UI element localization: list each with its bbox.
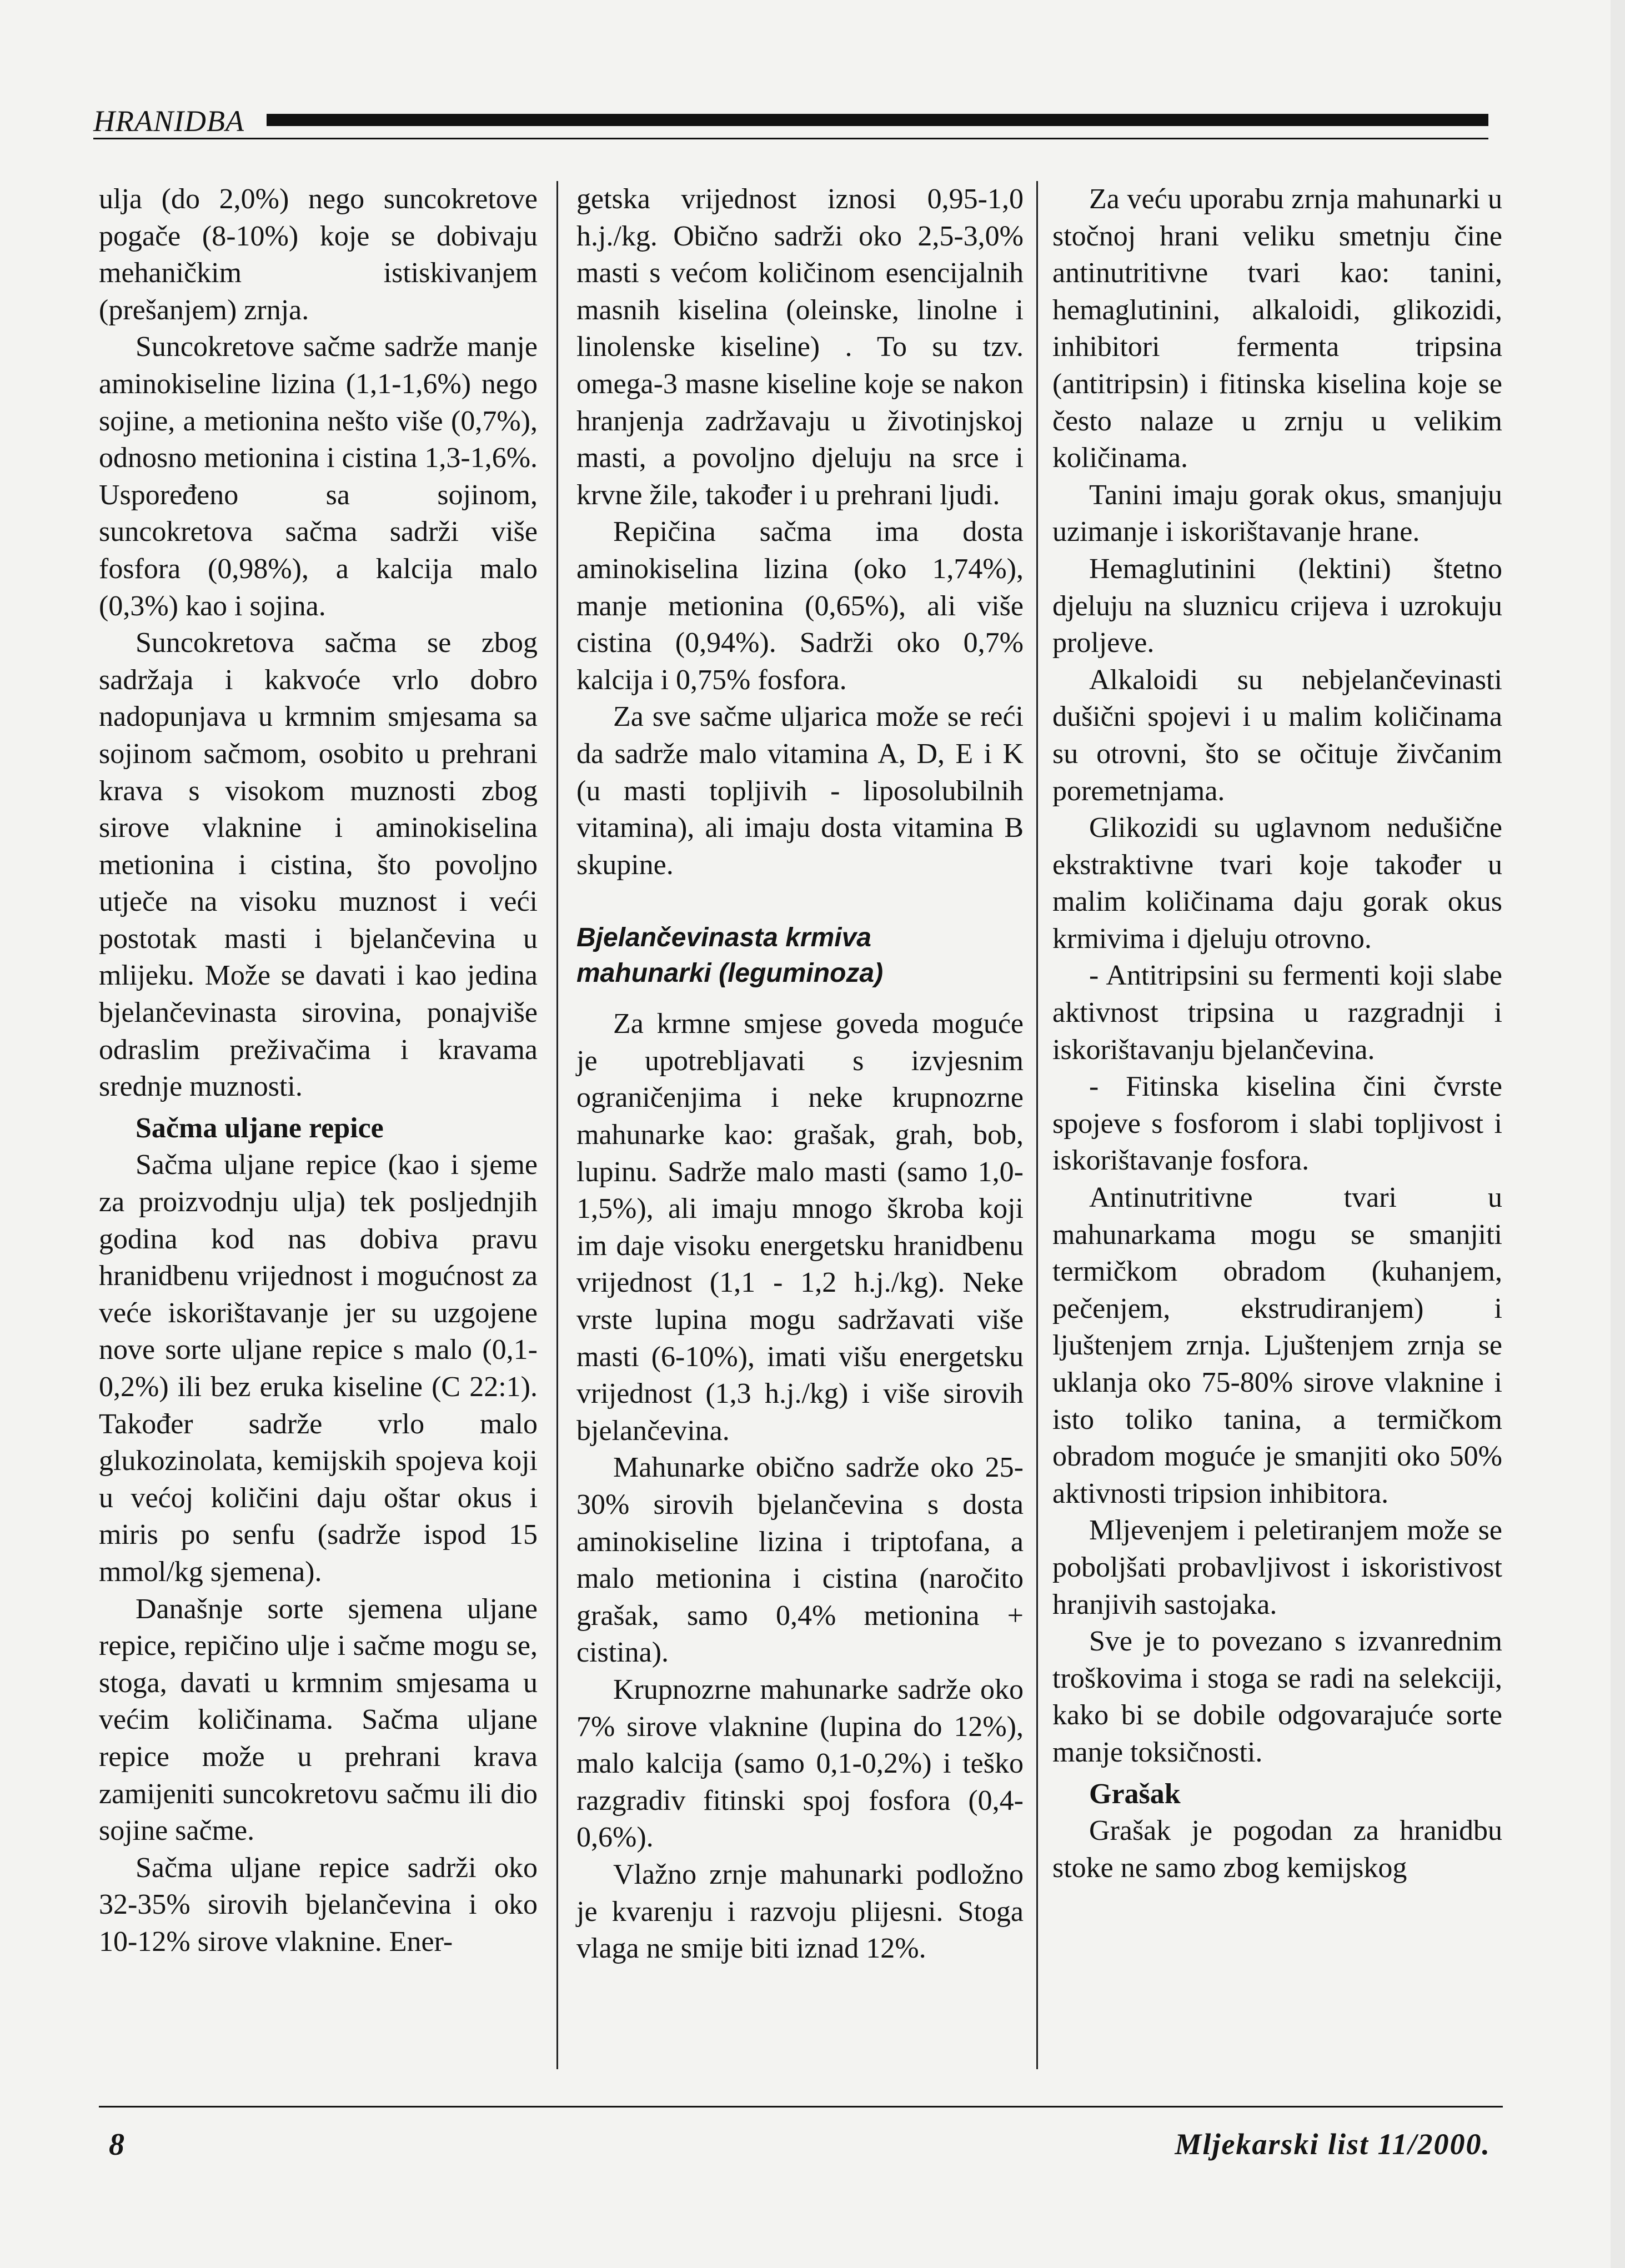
paragraph: Krupnozrne mahunarke sadrže oko 7% sirove vlaknine (lupina do 12%), malo kalcija (samo 0,1-0,2%) i teško razgradiv fitinski spoj fosfora (0,4-0,6%). xyxy=(576,1673,1024,1854)
footer-rule xyxy=(99,2106,1503,2108)
paragraph: Današnje sorte sjemena uljane repice, repičino ulje i sačme mogu se, stoga, davati u krmnim smjesama u većim količinama. Sačma uljane repice može u prehrani krava zamijeniti suncokretovu sačmu ili dio sojine sačme. xyxy=(99,1593,538,1847)
paragraph: Hemaglutinini (lektini) štetno djeluju na sluznicu crijeva i uzrokuju proljeve. xyxy=(1052,553,1502,659)
column-1 xyxy=(99,181,538,1961)
paragraph: getska vrijednost iznosi 0,95-1,0 h.j./kg. Obično sadrži oko 2,5-3,0% masti s većom količinom esencijalnih masnih kiselina (oleinske, linolne i linolenske kiseline) . To su tzv. omega-3 masne kiseline koje se nakon hranjenja zadržavaju u životinjskoj masti, a povoljno djeluju na srce i krvne žile, također i u prehrani ljudi. xyxy=(576,183,1024,511)
paragraph: Suncokretove sačme sadrže manje aminokiseline lizina (1,1-1,6%) nego sojine, a metionina nešto više (0,7%), odnosno metionina i cistina 1,3-1,6%. Uspoređeno sa sojinom, suncokretova sačma sadrži više fosfora (0,98%), a kalcija malo (0,3%) kao i sojina. xyxy=(99,331,538,622)
column-3 xyxy=(1052,181,1502,1886)
paragraph: Antinutritivne tvari u mahunarkama mogu se smanjiti termičkom obradom (kuhanjem, pečenjem, ekstrudiranjem) i ljuštenjem zrnja. Ljuštenjem zrnja se uklanja oko 75-80% sirove vlaknine i isto toliko tanina, a termičkom obradom moguće je smanjiti oko 50% aktivnosti tripsion inhibitora. xyxy=(1052,1182,1502,1509)
paragraph: - Antitripsini su fermenti koji slabe aktivnost tripsina u razgradnji i iskorištavanju bjelančevina. xyxy=(1052,960,1502,1066)
paragraph: Sve je to povezano s izvanrednim troškovima i stoga se radi na selekciji, kako bi se dobile odgovarajuće sorte manje toksičnosti. xyxy=(1052,1625,1502,1768)
subheading-rapeseed-meal: Sačma uljane repice xyxy=(136,1112,384,1144)
subheading-line: mahunarki (leguminoza) xyxy=(576,959,884,989)
running-header xyxy=(93,106,1488,139)
journal-reference: Mljekarski list 11/2000. xyxy=(1175,2127,1491,2161)
paragraph: - Fitinska kiselina čini čvrste spojeve s fosforom i slabi topljivost i iskorištavanje fosfora. xyxy=(1052,1071,1502,1177)
section-title: HRANIDBA xyxy=(93,104,244,138)
paragraph: Repičina sačma ima dosta aminokiselina lizina (oko 1,74%), manje metionina (0,65%), ali više cistina (0,94%). Sadrži oko 0,7% kalcija i 0,75% fosfora. xyxy=(576,516,1024,696)
paragraph: Mljevenjem i peletiranjem može se poboljšati probavljivost i iskoristivost hranjivih sastojaka. xyxy=(1052,1514,1502,1620)
subheading-peas: Grašak xyxy=(1089,1778,1181,1810)
paragraph: Glikozidi su uglavnom nedušične ekstraktivne tvari koje također u malim količinama daju gorak okus krmivima i djeluju otrovno. xyxy=(1052,812,1502,955)
paragraph: Za krmne smjese goveda moguće je upotrebljavati s izvjesnim ograničenjima i neke krupnozrne mahunarke kao: grašak, grah, bob, lupinu. Sadrže malo masti (samo 1,0-1,5%), ali imaju mnogo škroba koji im daje visoku energetsku hranidbenu vrijednost (1,1 - 1,2 h.j./kg). Neke vrste lupina mogu sadržavati više masti (6-10%), imati višu energetsku vrijednost (1,3 h.j./kg) i više sirovih bjelančevina. xyxy=(576,1008,1024,1447)
subheading-line: Bjelančevinasta krmiva xyxy=(576,923,871,953)
paragraph: Suncokretova sačma se zbog sadržaja i kakvoće vrlo dobro nadopunjava u krmnim smjesama sa sojinom sačmom, osobito u prehrani krava s visokom muznosti zbog sirove vlaknine i aminokiselina metionina i cistina, što povoljno utječe na visoku muznost i veći postotak masti i bjelančevina u mlijeku. Može se davati i kao jedina bjelančevinasta sirovina, ponajviše odraslim preživačima i kravama srednje muznosti. xyxy=(99,627,538,1103)
paragraph: Tanini imaju gorak okus, smanjuju uzimanje i iskorištavanje hrane. xyxy=(1052,479,1502,548)
header-bar xyxy=(267,114,1488,126)
subheading-legumes xyxy=(576,920,1024,991)
page-number: 8 xyxy=(109,2127,124,2162)
header-rule xyxy=(93,138,1488,139)
column-divider-2 xyxy=(1036,181,1038,2069)
paragraph: Za sve sačme uljarica može se reći da sadrže malo vitamina A, D, E i K (u masti topljivih - liposolubilnih vitamina), ali imaju dosta vitamina B skupine. xyxy=(576,701,1024,881)
paragraph: Mahunarke obično sadrže oko 25-30% sirovih bjelančevina s dosta aminokiseline lizina i triptofana, a malo metionina i cistina (naročito grašak, samo 0,4% metionina + cistina). xyxy=(576,1452,1024,1669)
paragraph: Sačma uljane repice sadrži oko 32-35% sirovih bjelančevina i oko 10-12% sirove vlaknine. Ener- xyxy=(99,1851,538,1958)
column-divider-1 xyxy=(556,181,558,2069)
paragraph: Sačma uljane repice (kao i sjeme za proizvodnju ulja) tek posljednjih godina kod nas dobiva pravu hranidbenu vrijednost i mogućnost za veće iskorištavanje jer su uzgojene nove sorte uljane repice s malo (0,1-0,2%) ili bez eruka kiseline (C 22:1). Također sadrže vrlo malo glukozinolata, kemijskih spojeva koji u većoj količini daju oštar okus i miris po senfu (sadrže ispod 15 mmol/kg sjemena). xyxy=(99,1149,538,1588)
paragraph: ulja (do 2,0%) nego suncokretove pogače (8-10%) koje se dobivaju mehaničkim istiskivanjem (prešanjem) zrnja. xyxy=(99,183,538,326)
paragraph: Grašak je pogodan za hranidbu stoke ne samo zbog kemijskog xyxy=(1052,1815,1502,1884)
column-2 xyxy=(576,181,1024,1968)
paragraph: Za veću uporabu zrnja mahunarki u stočnoj hrani veliku smetnju čine antinutritivne tvari kao: tanini, hemaglutinini, alkaloidi, glikozidi, inhibitori fermenta tripsina (antitripsin) i fitinska kiselina koje se često nalaze u zrnju u velikim količinama. xyxy=(1052,183,1502,474)
paragraph: Alkaloidi su nebjelančevinasti dušični spojevi i u malim količinama su otrovni, što se očituje živčanim poremetnjama. xyxy=(1052,664,1502,807)
paragraph: Vlažno zrnje mahunarki podložno je kvarenju i razvoju plijesni. Stoga vlaga ne smije biti iznad 12%. xyxy=(576,1858,1024,1965)
